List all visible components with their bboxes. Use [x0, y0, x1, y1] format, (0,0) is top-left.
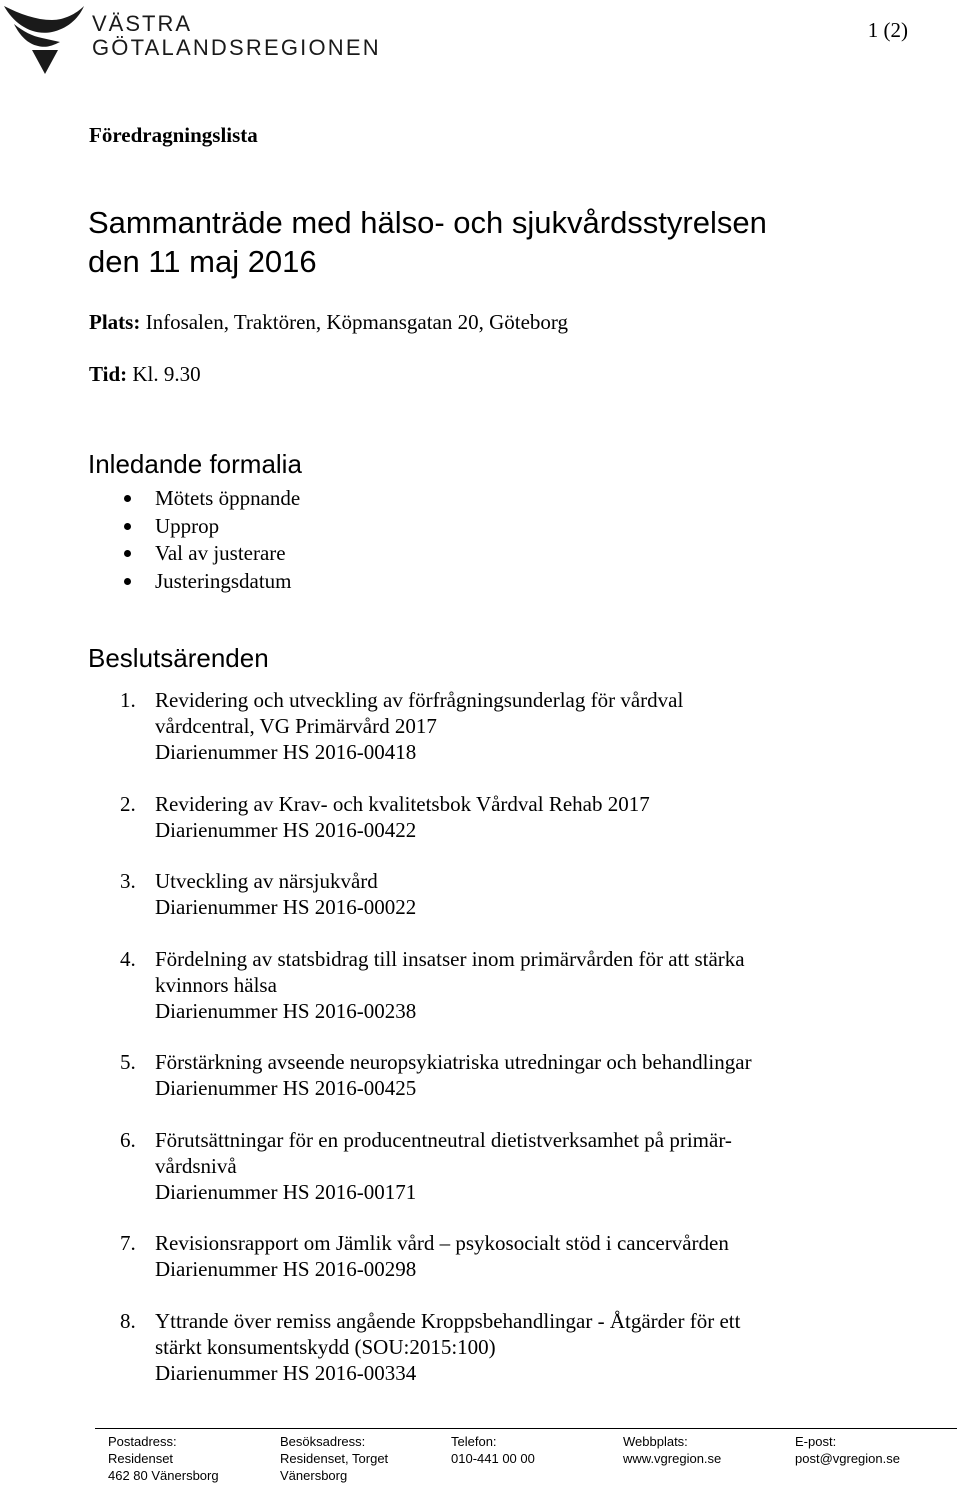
- section-heading-beslutsarenden: Beslutsärenden: [88, 643, 269, 673]
- agenda-item-3: [120, 868, 840, 920]
- agenda-item-number: 3.: [120, 869, 136, 893]
- agenda-item-6: [120, 1127, 840, 1205]
- footer-value: 462 80 Vänersborg: [108, 1468, 219, 1483]
- footer-label: Besöksadress:: [280, 1434, 366, 1449]
- agenda-item-8: [120, 1308, 840, 1386]
- page-title: [88, 203, 888, 281]
- vgr-arrow-logo-icon: [2, 2, 86, 78]
- footer-website-link[interactable]: www.vgregion.se: [623, 1451, 722, 1466]
- bullet-icon: [124, 578, 131, 585]
- footer-value: Vänersborg: [280, 1468, 348, 1483]
- footer-label: Telefon:: [451, 1434, 497, 1449]
- footer-visiting-address: [280, 1433, 388, 1484]
- agenda-item-line: Förutsättningar för en producentneutral dietistverksamhet på primär-: [155, 1128, 732, 1152]
- list-item: [122, 568, 300, 596]
- agenda-item-line: kvinnors hälsa: [155, 973, 277, 997]
- agenda-item-1: [120, 687, 840, 765]
- list-item: [122, 485, 300, 513]
- agenda-item-line: Revisionsrapport om Jämlik vård – psykosocialt stöd i cancervården: [155, 1231, 729, 1255]
- agenda-item-line: Diarienummer HS 2016-00418: [155, 740, 417, 764]
- vgr-logo: [2, 2, 381, 82]
- footer-divider: [95, 1428, 957, 1429]
- logo-line-1: VÄSTRA: [92, 11, 193, 36]
- formalia-list: [122, 485, 300, 595]
- agenda-item-line: Diarienummer HS 2016-00334: [155, 1361, 417, 1385]
- logo-line-2: GÖTALANDSREGIONEN: [92, 35, 381, 60]
- agenda-item-line: Diarienummer HS 2016-00298: [155, 1257, 417, 1281]
- agenda-item-line: vårdcentral, VG Primärvård 2017: [155, 714, 437, 738]
- footer-value: Residenset: [108, 1451, 174, 1466]
- agenda-item-line: Diarienummer HS 2016-00425: [155, 1076, 417, 1100]
- list-item-text: Val av justerare: [155, 541, 286, 565]
- agenda-item-number: 2.: [120, 792, 136, 816]
- footer-phone: [451, 1433, 535, 1467]
- agenda-item-line: Revidering av Krav- och kvalitetsbok Vårdval Rehab 2017: [155, 792, 650, 816]
- list-item: [122, 540, 300, 568]
- agenda-item-line: Förstärkning avseende neuropsykiatriska utredningar och behandlingar: [155, 1050, 752, 1074]
- agenda-item-line: Diarienummer HS 2016-00171: [155, 1180, 417, 1204]
- agenda-item-2: [120, 791, 840, 843]
- bullet-icon: [124, 550, 131, 557]
- title-line-2: den 11 maj 2016: [88, 244, 317, 279]
- document-type: Föredragningslista: [89, 123, 258, 147]
- page-number: 1 (2): [867, 18, 908, 42]
- footer-label: E-post:: [795, 1434, 837, 1449]
- footer-postal-address: [108, 1433, 219, 1484]
- list-item-text: Upprop: [155, 513, 220, 538]
- agenda-item-number: 6.: [120, 1128, 136, 1152]
- section-heading-formalia: Inledande formalia: [88, 449, 302, 479]
- agenda-item-number: 7.: [120, 1231, 136, 1255]
- agenda-item-line: Utveckling av närsjukvård: [155, 869, 378, 893]
- footer-value: Residenset, Torget: [280, 1451, 389, 1466]
- agenda-item-7: [120, 1230, 840, 1282]
- agenda-item-number: 1.: [120, 688, 136, 712]
- time-label: Tid:: [89, 362, 128, 386]
- agenda-item-number: 4.: [120, 947, 136, 971]
- title-line-1: Sammanträde med hälso- och sjukvårdsstyrelsen: [88, 205, 767, 240]
- agenda-item-line: Diarienummer HS 2016-00022: [155, 895, 417, 919]
- agenda-item-number: 5.: [120, 1050, 136, 1074]
- agenda-item-line: vårdsnivå: [155, 1154, 237, 1178]
- footer-email: [795, 1433, 900, 1467]
- list-item: [122, 513, 300, 541]
- agenda-item-number: 8.: [120, 1309, 136, 1333]
- footer-label: Postadress:: [108, 1434, 177, 1449]
- place-label: Plats:: [89, 310, 141, 334]
- footer-email-link[interactable]: post@vgregion.se: [795, 1451, 900, 1466]
- agenda-item-4: [120, 946, 840, 1024]
- bullet-icon: [124, 495, 131, 502]
- agenda-item-line: Yttrande över remiss angående Kroppsbehandlingar - Åtgärder för ett: [155, 1309, 741, 1333]
- agenda-item-line: Fördelning av statsbidrag till insatser inom primärvården för att stärka: [155, 947, 745, 971]
- agenda-item-line: Revidering och utveckling av förfrågningsunderlag för vårdval: [155, 688, 684, 712]
- agenda-item-line: stärkt konsumentskydd (SOU:2015:100): [155, 1335, 496, 1359]
- footer-label: Webbplats:: [623, 1434, 688, 1449]
- footer-value: 010-441 00 00: [451, 1451, 535, 1466]
- place-value: Infosalen, Traktören, Köpmansgatan 20, Göteborg: [145, 310, 569, 334]
- time-value: Kl. 9.30: [132, 362, 201, 386]
- bullet-icon: [124, 523, 131, 530]
- footer-website: [623, 1433, 721, 1467]
- agenda-item-line: Diarienummer HS 2016-00238: [155, 999, 417, 1023]
- list-item-text: Mötets öppnande: [155, 486, 301, 510]
- meeting-time: [89, 362, 201, 387]
- agenda-item-line: Diarienummer HS 2016-00422: [155, 818, 417, 842]
- list-item-text: Justeringsdatum: [155, 568, 292, 593]
- agenda-item-5: [120, 1049, 840, 1101]
- meeting-place: [89, 310, 568, 335]
